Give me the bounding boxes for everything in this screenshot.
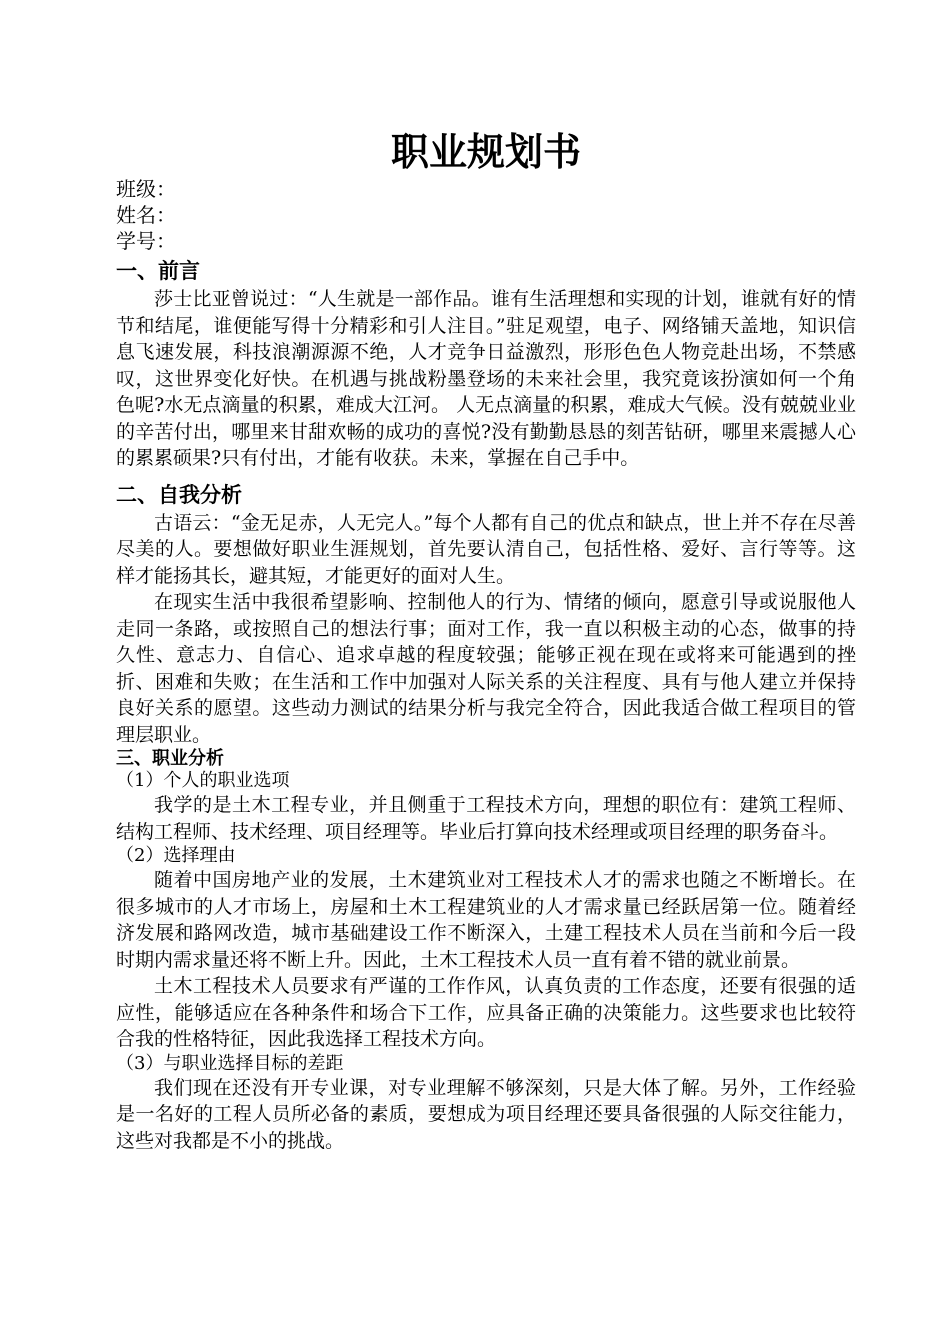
selection-reasons-paragraph-2: 土木工程技术人员要求有严谨的工作作风，认真负责的工作态度，还要有很强的适应性，能够适应在各种条件和场合下工作，应具备正确的决策能力。这些要求也比较符合我的性格特征，因此我选择工程技术方向。 [116,975,856,1050]
section-heading-self-analysis: 二、自我分析 [116,482,242,507]
goal-gap-paragraph: 我们现在还没有开专业课，对专业理解不够深刻，只是大体了解。另外，工作经验是一名好的工程人员所必备的素质，要想成为项目经理还要具备很强的人际交往能力，这些对我都是不小的挑战。 [116,1076,856,1152]
subheading-career-options: （1）个人的职业选项 [116,770,290,791]
document-page [116,128,856,1154]
document-title: 职业规划书 [390,130,581,174]
section-heading-preface: 一、前言 [116,259,200,283]
name-field-label: 姓名： [116,203,176,227]
section-heading-career-analysis: 三、职业分析 [116,748,224,769]
self-analysis-paragraph-2: 在现实生活中我很希望影响、控制他人的行为、情绪的倾向，愿意引导或说服他人走同一条路，或按照自己的想法行事；面对工作，我一直以积极主动的心态，做事的持久性、意志力、自信心、追求卓越的程度较强；能够正视在现在或将来可能遇到的挫折、困难和失败；在生活和工作中加强对人际关系的关注程度、具有与他人建立并保持良好关系的愿望。这些动力测试的结果分析与我完全符合，因此我适合做工程项目的管理层职业。 [116,591,856,746]
subheading-goal-gap: （3）与职业选择目标的差距 [116,1052,344,1074]
selection-reasons-paragraph-1: 随着中国房地产业的发展，土木建筑业对工程技术人才的需求也随之不断增长。在很多城市的人才市场上，房屋和土木工程建筑业的人才需求量已经跃居第一位。随着经济发展和路网改造，城市基础建设工作不断深入，土建工程技术人员在当前和今后一段时期内需求量还将不断上升。因此，土木工程技术人员一直有着不错的就业前景。 [116,869,856,971]
self-analysis-paragraph-1: 古语云：“金无足赤，人无完人。”每个人都有自己的优点和缺点，世上并不存在尽善尽美的人。要想做好职业生涯规划，首先要认清自己，包括性格、爱好、言行等等。这样才能扬其长，避其短，才能更好的面对人生。 [116,511,856,587]
subheading-selection-reasons: （2）选择理由 [116,845,236,866]
preface-paragraph: 莎士比亚曾说过：“人生就是一部作品。谁有生活理想和实现的计划，谁就有好的情节和结尾，谁便能写得十分精彩和引人注目。”驻足观望，电子、网络铺天盖地，知识信息飞速发展，科技浪潮源源不绝，人才竞争日益激烈，形形色色人物竞赴出场，不禁感叹，这世界变化好快。在机遇与挑战粉墨登场的未来社会里，我究竟该扮演如何一个角色呢?水无点滴量的积累，难成大江河。 人无点滴量的积累，难成大气候。没有兢兢业业的辛苦付出，哪里来甘甜欢畅的成功的喜悦?没有勤勤恳恳的刻苦钻研，哪里来震撼人心的累累硕果?只有付出，才能有收获。未来，掌握在自己手中。 [116,288,856,469]
career-options-paragraph: 我学的是土木工程专业，并且侧重于工程技术方向，理想的职位有：建筑工程师、结构工程师、技术经理、项目经理等。毕业后打算向技术经理或项目经理的职务奋斗。 [116,794,856,843]
student-id-field-label: 学号： [116,229,176,253]
class-field-label: 班级： [116,177,176,201]
